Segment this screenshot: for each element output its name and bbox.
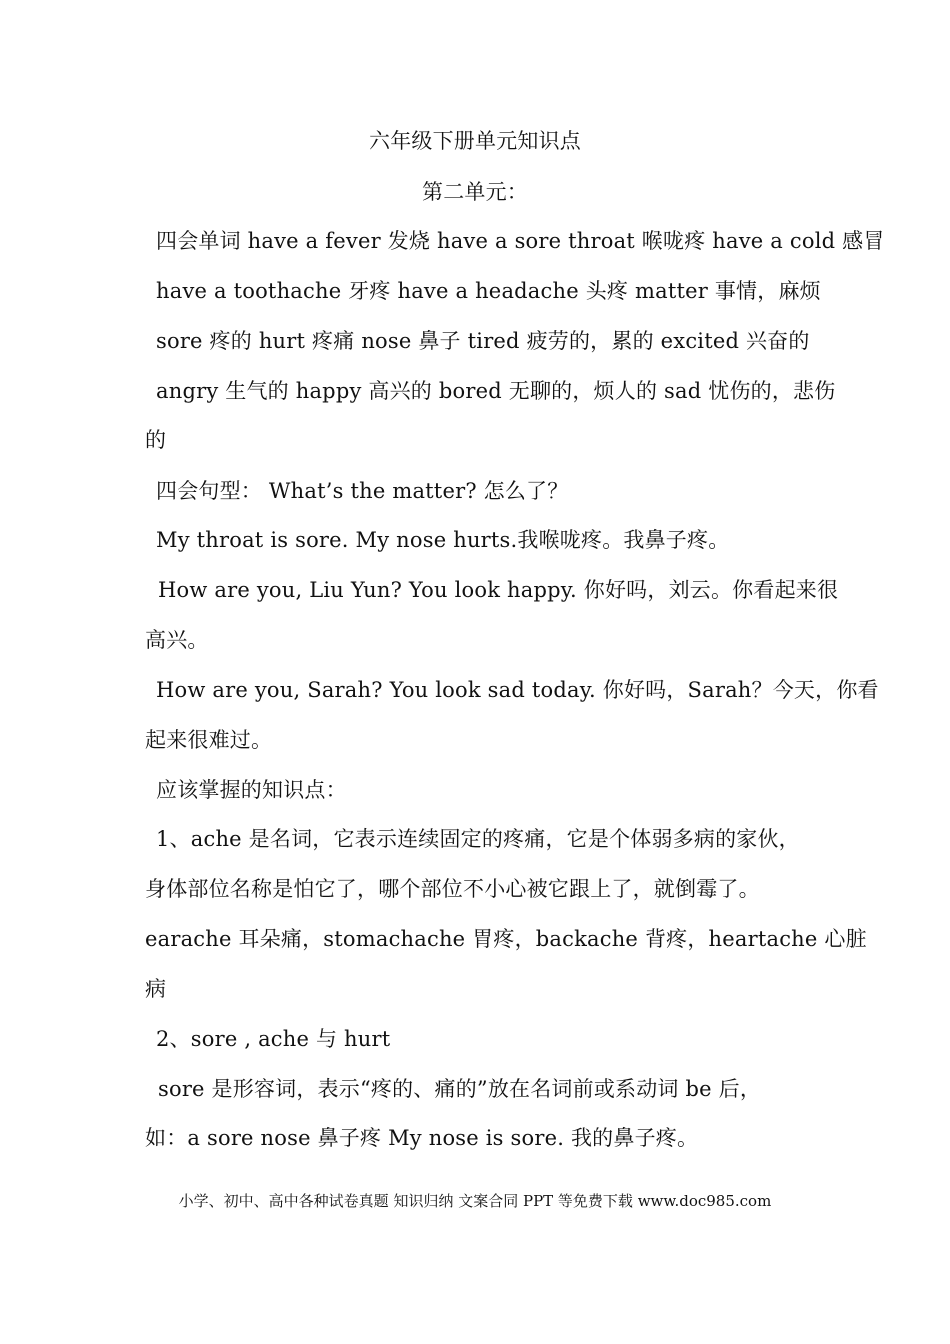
vocab-line-3: sore 疼的 hurt 疼痛 nose 鼻子 tired 疲劳的，累的 excited 兴奋的: [156, 329, 810, 353]
page-title: 六年级下册单元知识点: [369, 129, 581, 153]
vocab-line-2: have a toothache 牙疼 have a headache 头疼 matter 事情，麻烦: [156, 279, 821, 303]
knowledge-point-1-end: 病: [145, 977, 167, 1001]
vocab-line-4: angry 生气的 happy 高兴的 bored 无聊的，烦人的 sad 忧伤的，悲伤: [156, 379, 836, 403]
sentence-line-1: My throat is sore. My nose hurts.我喉咙疼。我鼻子疼。: [156, 528, 730, 552]
vocab-line-5: 的: [145, 428, 167, 452]
sentence-line-3-cont: 起来很难过。: [145, 728, 273, 752]
knowledge-point-2: 2、sore , ache 与 hurt: [156, 1027, 391, 1051]
knowledge-point-1: 1、ache 是名词，它表示连续固定的疼痛，它是个体弱多病的家伙，: [156, 827, 800, 851]
sentence-line-2-cont: 高兴。: [145, 628, 209, 652]
knowledge-point-1-examples: earache 耳朵痛，stomachache 胃疼，backache 背疼，heartache 心脏: [145, 927, 867, 951]
sentence-line-3: How are you, Sarah? You look sad today. 你好吗，Sarah？今天，你看: [156, 678, 879, 702]
knowledge-point-2-desc: sore 是形容词，表示“疼的、痛的”放在名词前或系动词 be 后，: [158, 1077, 762, 1101]
vocab-line-1: 四会单词 have a fever 发烧 have a sore throat 喉咙疼 have a cold 感冒: [156, 229, 885, 253]
unit-heading: 第二单元：: [422, 180, 528, 204]
knowledge-point-1-cont: 身体部位名称是怕它了，哪个部位不小心被它跟上了，就倒霉了。: [145, 877, 760, 901]
page-footer: 小学、初中、高中各种试卷真题 知识归纳 文案合同 PPT 等免费下载 www.doc985.com: [178, 1192, 772, 1210]
sentence-heading: 四会句型： What’s the matter? 怎么了？: [156, 479, 569, 503]
knowledge-point-2-example: 如：a sore nose 鼻子疼 My nose is sore. 我的鼻子疼。: [145, 1126, 699, 1150]
sentence-line-2: How are you, Liu Yun? You look happy. 你好吗，刘云。你看起来很: [158, 578, 839, 602]
knowledge-heading: 应该掌握的知识点：: [156, 778, 347, 802]
